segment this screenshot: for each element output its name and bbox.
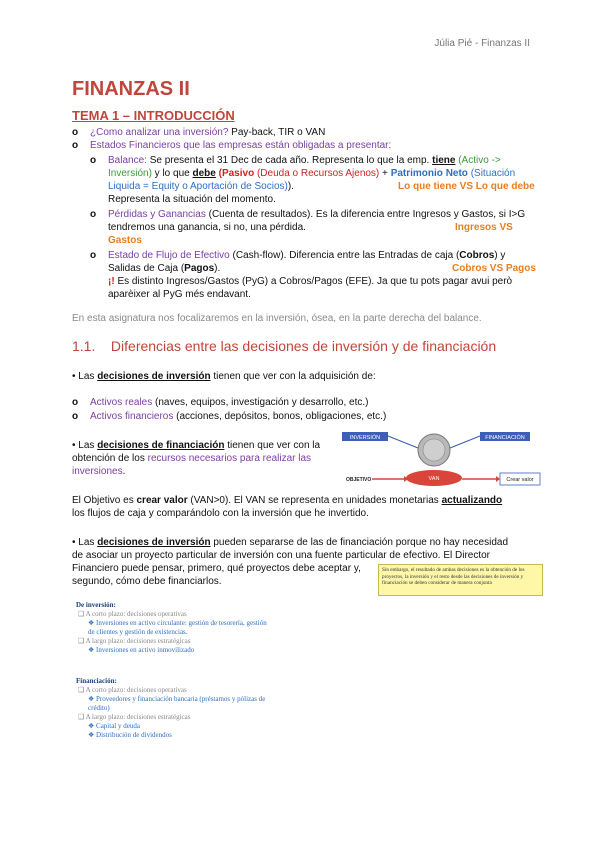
gray-note: En esta asignatura nos focalizaremos en la inversión, ósea, en la parte derecha del balance. [72, 313, 482, 324]
pyg-tag-2: Gastos [108, 235, 142, 246]
activos-financieros: o Activos financieros (acciones, depósitos, bonos, obligaciones, etc.) [72, 411, 387, 422]
intro-line-1: o ¿Como analizar una inversión? Pay-back, TIR o VAN [72, 127, 326, 138]
balance-line-3: Liquida = Equity o Aportación de Socios)). [108, 181, 294, 192]
financiacion-summary [76, 677, 316, 740]
intro-line-2: o Estados Financieros que las empresas están obligadas a presentar: [72, 140, 392, 151]
arrow-head-2 [496, 476, 500, 482]
efe-line-1: o Estado de Flujo de Efectivo (Cash-flow). Diferencia entre las Entradas de caja (Cobros) y [90, 250, 506, 261]
crear-valor-label: Crear valor [506, 477, 534, 483]
efe-line-2: Salidas de Caja (Pagos). [108, 263, 221, 274]
section-1-1-heading: 1.1. Diferencias entre las decisiones de inversión y de financiación [72, 338, 497, 354]
inversion-label: INVERSIÓN [349, 435, 381, 441]
page-title: FINANZAS II [72, 78, 190, 100]
objetivo-line-1: El Objetivo es crear valor (VAN>0). El VAN se representa en unidades monetarias actualizando [72, 495, 503, 506]
inv-corto-items: ❖ Inversiones en activo circulante: gestión de tesorería, gestión de clientes y gestión de existencias. [88, 619, 267, 636]
inv-line: • Las decisiones de inversión tienen que ver con la adquisición de: [72, 371, 376, 382]
fin-largo-item-1: ❖ Capital y deuda [88, 722, 140, 730]
balance-line-1: o Balance: Se presenta el 31 Dec de cada año. Representa lo que la emp. tiene (Activo -> [90, 155, 501, 166]
fin-largo-item-2: ❖ Distribución de dividendos [88, 731, 172, 739]
balance-line-2: Inversión) y lo que debe (Pasivo (Deuda o Recursos Ajenos) + Patrimonio Neto (Situación [108, 168, 516, 179]
sep-line-4: segundo, cómo debe financiarlos. [72, 576, 222, 587]
section-tema-heading: TEMA 1 – INTRODUCCIÓN [72, 108, 235, 123]
pyg-tag-1: Ingresos VS [455, 222, 513, 233]
balance-tag: Lo que tiene VS Lo que debe [398, 181, 535, 192]
inversion-summary-head: De inversión: [76, 601, 116, 609]
efe-line-3: ¡! Es distinto Ingresos/Gastos (PyG) a Cobros/Pagos (EFE). Ja que tu pots pagar avui però [108, 276, 513, 287]
sep-line-3: Financiero puede pensar, primero, qué proyectos debe aceptar y, [72, 563, 361, 574]
arrow-fin [450, 436, 480, 448]
yellow-note: Sin embargo, el resultado de ambas decisiones es la obtención de los proyectos, la inversión y el resto desde las decisiones de inversión y financiación se deben considerar de manera conjunta [378, 564, 543, 596]
arrow-inv [388, 436, 418, 448]
decisions-diagram [342, 430, 542, 488]
fin-largo: ❑ A largo plazo: decisiones estratégicas [78, 713, 191, 721]
financiacion-summary-head: Financiación: [76, 677, 117, 685]
fin-corto: ❑ A corto plazo: decisiones operativas [78, 686, 187, 694]
fin-corto-items: ❖ Proveedores y financiación bancaria (préstamos y pólizas de crédito) [88, 695, 266, 712]
inversion-summary [76, 601, 316, 655]
finan-line-1: • Las decisiones de financiación tienen que ver con la [72, 440, 321, 451]
header-author: Júlia Pié - Finanzas II [434, 38, 530, 49]
activos-reales: o Activos reales (naves, equipos, investigación y desarrollo, etc.) [72, 397, 369, 408]
finan-line-2: obtención de los recursos necesarios para realizar las [72, 453, 312, 464]
sep-line-1: • Las decisiones de inversión pueden separarse de las de financiación porque no hay necesidad [72, 537, 508, 548]
objetivo-line-2: los flujos de caja y comparándolo con la inversión que he invertido. [72, 508, 369, 519]
pyg-line-2: tendremos una ganancia, si no, una pérdida. [108, 222, 306, 233]
efe-line-4: aparèixer al PyG més endavant. [108, 289, 251, 300]
van-label: VAN [428, 476, 440, 482]
finan-line-3: inversiones. [72, 466, 126, 477]
coin-inner-icon [423, 439, 445, 461]
pyg-line-1: o Pérdidas y Ganancias (Cuenta de resultados). Es la diferencia entre Ingresos y Gastos, si I>G [90, 209, 526, 220]
balance-line-4: Representa la situación del momento. [108, 194, 276, 205]
sep-line-2: de asociar un proyecto particular de inversión con una fuente particular de efectivo. El Director [72, 550, 491, 561]
efe-tag: Cobros VS Pagos [452, 263, 536, 274]
financiacion-label: FINANCIACIÓN [485, 435, 525, 441]
inv-largo: ❑ A largo plazo: decisiones estratégicas [78, 637, 191, 645]
objetivo-label: OBJETIVO [346, 477, 372, 483]
inv-corto: ❑ A corto plazo: decisiones operativas [78, 610, 187, 618]
inv-largo-items: ❖ Inversiones en activo inmovilizado [88, 646, 195, 654]
